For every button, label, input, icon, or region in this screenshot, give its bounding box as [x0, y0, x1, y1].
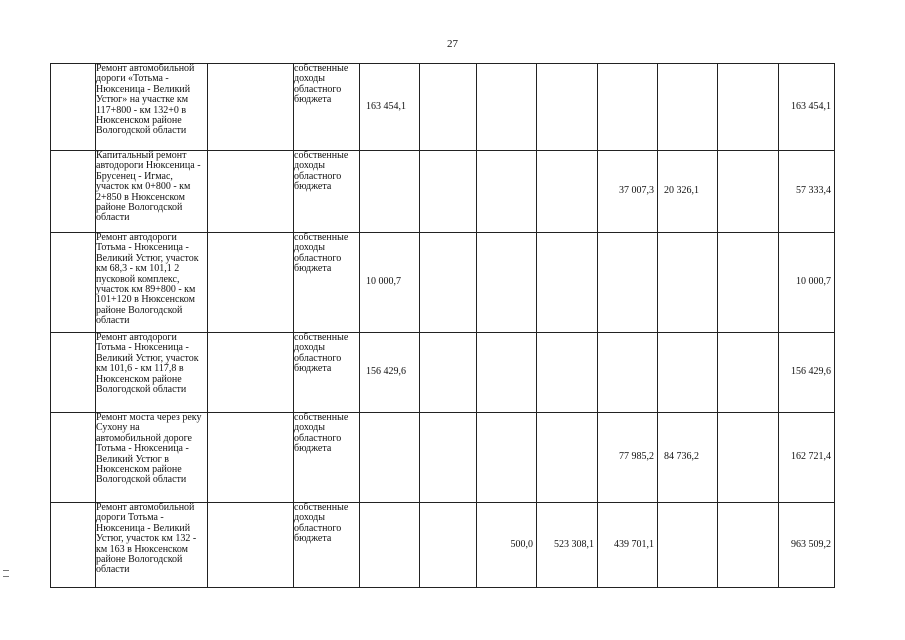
empty-cell — [208, 233, 294, 333]
table-row — [51, 64, 835, 151]
amount-value — [420, 333, 477, 413]
empty-cell — [208, 64, 294, 151]
amount-value — [420, 233, 477, 333]
row-number-cell — [51, 413, 96, 503]
amount-value: 84 736,2 — [658, 413, 718, 503]
row-number-cell — [51, 233, 96, 333]
amount-value — [598, 333, 658, 413]
table-row — [51, 413, 835, 503]
amount-value — [658, 233, 718, 333]
funding-source: собственные доходы областного бюджета — [294, 413, 360, 503]
amount-value — [598, 233, 658, 333]
amount-value — [420, 503, 477, 588]
table-row — [51, 151, 835, 233]
page-number: 27 — [447, 38, 458, 50]
amount-value — [477, 151, 537, 233]
amount-value — [537, 333, 598, 413]
amount-value: 523 308,1 — [537, 503, 598, 588]
total-value: 57 333,4 — [779, 151, 835, 233]
margin-mark — [3, 576, 9, 577]
amount-value — [360, 413, 420, 503]
amount-value — [420, 151, 477, 233]
funding-source: собственные доходы областного бюджета — [294, 333, 360, 413]
table-row — [51, 333, 835, 413]
amount-value — [420, 413, 477, 503]
amount-value — [477, 64, 537, 151]
total-value: 163 454,1 — [779, 64, 835, 151]
table-row — [51, 503, 835, 588]
table-row — [51, 233, 835, 333]
amount-value — [537, 64, 598, 151]
amount-value — [537, 233, 598, 333]
row-number-cell — [51, 64, 96, 151]
total-value: 963 509,2 — [779, 503, 835, 588]
amount-value — [718, 64, 779, 151]
project-description: Ремонт автодороги Тотьма - Нюксеница - Великий Устюг, участок км 68,3 - км 101,1 2 пусковой комплекс, участок км 89+800 - км 101+120 в Нюксенском районе Вологодской области — [96, 233, 208, 333]
row-number-cell — [51, 503, 96, 588]
amount-value — [360, 151, 420, 233]
total-value: 162 721,4 — [779, 413, 835, 503]
empty-cell — [208, 503, 294, 588]
amount-value — [658, 333, 718, 413]
amount-value — [360, 503, 420, 588]
total-value: 10 000,7 — [779, 233, 835, 333]
total-value: 156 429,6 — [779, 333, 835, 413]
funding-source: собственные доходы областного бюджета — [294, 233, 360, 333]
project-description: Ремонт автодороги Тотьма - Нюксеница - Великий Устюг, участок км 101,6 - км 117,8 в Нюксенском районе Вологодской области — [96, 333, 208, 413]
amount-value — [718, 413, 779, 503]
amount-value: 163 454,1 — [360, 64, 420, 151]
project-description: Ремонт моста через реку Сухону на автомобильной дороге Тотьма - Нюксеница - Великий Устюг в Нюксенском районе Вологодской области — [96, 413, 208, 503]
amount-value: 77 985,2 — [598, 413, 658, 503]
amount-value — [537, 151, 598, 233]
funding-source: собственные доходы областного бюджета — [294, 64, 360, 151]
amount-value — [718, 503, 779, 588]
empty-cell — [208, 333, 294, 413]
amount-value: 10 000,7 — [360, 233, 420, 333]
margin-mark — [3, 570, 9, 571]
amount-value — [718, 233, 779, 333]
row-number-cell — [51, 151, 96, 233]
amount-value — [658, 503, 718, 588]
amount-value — [477, 333, 537, 413]
project-description: Капитальный ремонт автодороги Нюксеница - Брусенец - Игмас, участок км 0+800 - км 2+850 в Нюксенском районе Вологодской области — [96, 151, 208, 233]
funding-source: собственные доходы областного бюджета — [294, 151, 360, 233]
amount-value — [420, 64, 477, 151]
amount-value — [658, 64, 718, 151]
amount-value — [598, 64, 658, 151]
amount-value: 37 007,3 — [598, 151, 658, 233]
row-number-cell — [51, 333, 96, 413]
empty-cell — [208, 151, 294, 233]
amount-value: 156 429,6 — [360, 333, 420, 413]
amount-value: 500,0 — [477, 503, 537, 588]
project-description: Ремонт автомобильной дороги «Тотьма - Нюксеница - Великий Устюг» на участке км 117+800 - км 132+0 в Нюксенском районе Вологодской области — [96, 64, 208, 151]
funding-source: собственные доходы областного бюджета — [294, 503, 360, 588]
amount-value — [537, 413, 598, 503]
amount-value: 439 701,1 — [598, 503, 658, 588]
amount-value — [718, 333, 779, 413]
amount-value — [477, 413, 537, 503]
empty-cell — [208, 413, 294, 503]
budget-table — [50, 63, 835, 588]
amount-value — [477, 233, 537, 333]
project-description: Ремонт автомобильной дороги Тотьма - Нюксеница - Великий Устюг, участок км 132 - км 163 в Нюксенском районе Вологодской области — [96, 503, 208, 588]
amount-value: 20 326,1 — [658, 151, 718, 233]
amount-value — [718, 151, 779, 233]
